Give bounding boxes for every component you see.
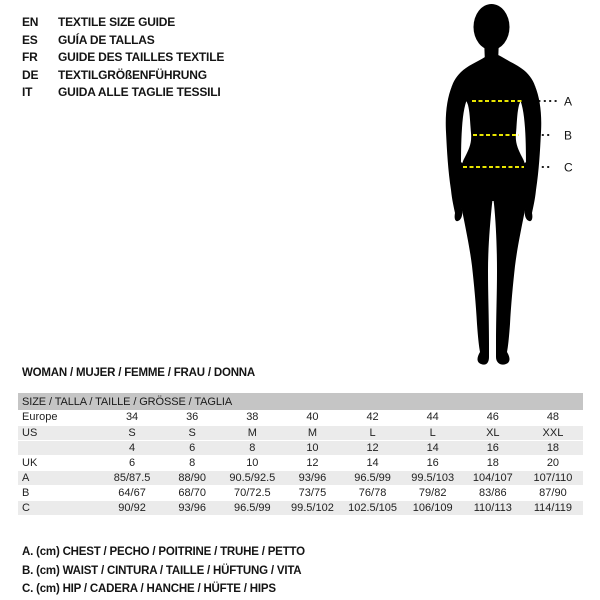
- size-cell: 10: [246, 456, 259, 469]
- size-cell: 14: [426, 441, 439, 454]
- row-label: A: [22, 471, 30, 484]
- woman-silhouette-icon: [446, 4, 542, 365]
- size-cell: 6: [189, 441, 196, 454]
- size-cell: 20: [546, 456, 560, 469]
- language-code: DE: [22, 67, 39, 82]
- size-cell: 48: [546, 411, 560, 424]
- table-row: [18, 485, 583, 500]
- marker-letter-b: B: [564, 128, 573, 143]
- size-cell: 93/96: [298, 471, 327, 484]
- language-label: GUIDA ALLE TAGLIE TESSILI: [58, 85, 221, 99]
- size-cell: L: [429, 426, 436, 439]
- size-cell: 18: [486, 456, 499, 469]
- size-cell: 8: [189, 456, 196, 469]
- legend-line: A. (cm) CHEST / PECHO / POITRINE / TRUHE / PETTO: [22, 546, 305, 558]
- marker-letter-c: C: [564, 160, 573, 175]
- size-cell: 110/113: [473, 501, 512, 514]
- size-cell: 106/109: [412, 501, 453, 514]
- size-cell: 93/96: [178, 501, 206, 514]
- language-label: GUIDE DES TAILLES TEXTILE: [58, 50, 225, 64]
- size-cell: 114/119: [533, 501, 572, 514]
- size-cell: 46: [486, 411, 499, 424]
- size-cell: 68/70: [178, 486, 206, 499]
- size-cell: 79/82: [418, 486, 447, 499]
- language-code: IT: [22, 85, 33, 99]
- row-label: US: [22, 426, 38, 439]
- size-cell: 40: [306, 411, 319, 424]
- language-row: [22, 32, 224, 50]
- row-label: UK: [22, 456, 38, 469]
- legend-line: B. (cm) WAIST / CINTURA / TAILLE / HÜFTUNG / VITA: [22, 564, 302, 577]
- marker-letter-a: A: [564, 94, 573, 109]
- size-cell: 8: [249, 441, 256, 454]
- legend-line: C. (cm) HIP / CADERA / HANCHE / HÜFTE / HIPS: [22, 583, 276, 595]
- size-cell: M: [247, 426, 257, 439]
- size-cell: 18: [546, 441, 560, 454]
- table-row: [18, 455, 583, 470]
- size-cell: 107/110: [533, 471, 573, 484]
- size-table-header: SIZE / TALLA / TAILLE / GRÖSSE / TAGLIA: [18, 393, 583, 410]
- row-label: C: [22, 501, 30, 514]
- size-cell: 76/78: [358, 486, 387, 499]
- size-cell: 90/92: [118, 501, 146, 514]
- table-row: [18, 425, 583, 440]
- size-cell: 6: [129, 456, 136, 469]
- language-label: TEXTILGRÖßENFÜHRUNG: [58, 67, 207, 82]
- body-measurement-figure: [440, 0, 600, 375]
- silhouette-right-leg: [493, 162, 527, 365]
- row-label: [18, 440, 102, 455]
- size-cell: 102.5/105: [348, 501, 398, 514]
- size-cell: 42: [366, 411, 379, 424]
- language-label: GUÍA DE TALLAS: [58, 32, 155, 47]
- language-row: [22, 14, 224, 32]
- size-cell: 12: [366, 441, 379, 454]
- size-cell: 16: [426, 456, 439, 469]
- size-cell: 85/87.5: [113, 471, 151, 484]
- language-code: EN: [22, 15, 39, 29]
- size-cell: 96.5/99: [354, 471, 391, 484]
- size-cell: 10: [306, 441, 319, 454]
- size-cell: 104/107: [472, 471, 513, 484]
- size-cell: 12: [306, 456, 319, 469]
- row-label: Europe: [22, 411, 58, 424]
- size-cell: 83/86: [479, 486, 507, 499]
- measurement-legend: [22, 543, 305, 599]
- size-cell: 16: [486, 441, 499, 454]
- size-cell: 73/75: [298, 486, 327, 499]
- woman-silhouette-svg: [440, 0, 600, 375]
- table-row: [18, 410, 583, 425]
- size-cell: 14: [366, 456, 379, 469]
- language-row: [22, 84, 224, 102]
- language-label: TEXTILE SIZE GUIDE: [58, 15, 176, 29]
- size-cell: 70/72.5: [233, 486, 271, 499]
- size-cell: 34: [125, 411, 139, 424]
- size-cell: 96.5/99: [233, 501, 271, 514]
- size-cell: 90.5/92.5: [229, 471, 276, 484]
- size-table-header-row: [18, 393, 583, 410]
- size-cell: 87/90: [539, 486, 567, 499]
- size-cell: L: [369, 426, 376, 439]
- size-cell: 99.5/102: [291, 501, 334, 514]
- silhouette-left-leg: [459, 162, 492, 365]
- language-list: [22, 14, 224, 102]
- size-cell: 4: [129, 441, 136, 454]
- size-cell: 36: [186, 411, 199, 424]
- row-label: B: [22, 486, 30, 499]
- size-table: [18, 393, 583, 516]
- size-cell: 88/90: [178, 471, 206, 484]
- size-cell: XXL: [542, 426, 564, 439]
- size-cell: M: [307, 426, 318, 439]
- table-row: [18, 470, 583, 485]
- size-cell: S: [188, 426, 196, 439]
- language-row: [22, 67, 224, 85]
- section-title: WOMAN / MUJER / FEMME / FRAU / DONNA: [22, 367, 256, 379]
- table-row: [18, 440, 583, 455]
- language-code: FR: [22, 50, 38, 64]
- language-row: [22, 49, 224, 67]
- size-cell: 64/67: [118, 486, 146, 499]
- size-cell: 38: [246, 411, 259, 424]
- size-cell: S: [128, 426, 136, 439]
- size-cell: XL: [486, 426, 500, 439]
- language-code: ES: [22, 32, 38, 47]
- size-cell: 44: [426, 411, 439, 424]
- table-row: [18, 500, 583, 515]
- size-cell: 99.5/103: [411, 471, 455, 484]
